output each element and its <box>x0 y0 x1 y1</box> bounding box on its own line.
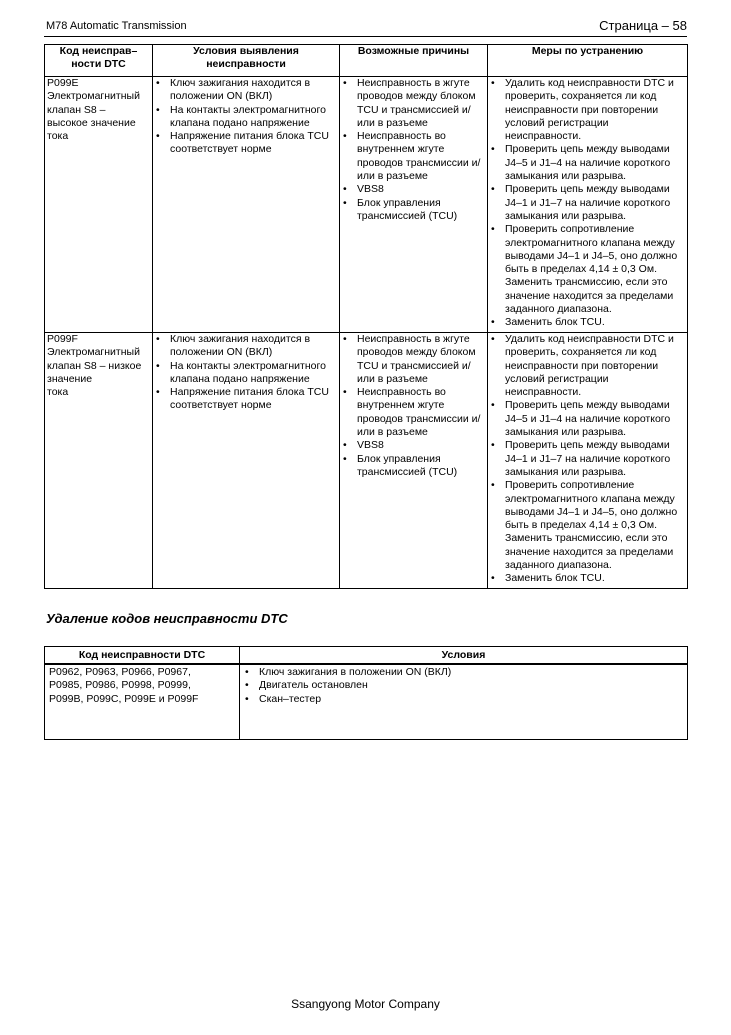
list-item: • Ключ зажигания в положении ON (ВКЛ) <box>244 666 683 679</box>
causes-cell <box>340 77 488 333</box>
clear-dtc-table <box>44 646 688 740</box>
dtc-description-line: тока <box>47 130 69 143</box>
causes-cell <box>340 333 488 589</box>
list-item: • Неисправность в жгуте проводов между блоком TCU и трансмиссией и/ или в разъеме <box>342 333 485 386</box>
conditions-cell <box>153 333 340 589</box>
list-item: • Скан–тестер <box>244 693 683 706</box>
list-item: • Блок управления трансмиссией (TCU) <box>342 197 485 224</box>
list-item: • VBS8 <box>342 439 485 452</box>
dtc-description-line: Электромагнитный <box>47 90 140 103</box>
list-item: • Удалить код неисправности DTC и проверить, сохраняется ли код неисправности при повторении условий регистрации неисправности. <box>490 333 685 399</box>
dtc-table-header <box>45 45 688 77</box>
footer-company: Ssangyong Motor Company <box>291 997 440 1011</box>
document-title: M78 Automatic Transmission <box>46 20 187 32</box>
code-cell <box>45 77 153 333</box>
list-item: • Напряжение питания блока TCU соответствует норме <box>155 130 337 157</box>
clear-dtc-table-header <box>45 647 688 665</box>
list-item: • Проверить сопротивление электромагнитного клапана между выводами J4–1 и J4–5, оно должно быть в пределах 4,14 ± 0,3 Ом. Заменить трансмиссию, если это значение находится за пределами заданного диапазона. <box>490 479 685 572</box>
page-number: Страница – 58 <box>599 18 687 33</box>
dtc-code: P099F <box>47 333 78 345</box>
list-item: • Неисправность во внутреннем жгуте проводов трансмиссии и/или в разъеме <box>342 130 485 183</box>
column-header-conditions: Условия выявления неисправности <box>153 45 340 77</box>
code-list-line: P0985, P0986, P0998, P0999, <box>49 679 191 692</box>
table-row <box>45 664 688 740</box>
list-item: • Заменить блок TCU. <box>490 316 685 329</box>
list-item: • На контакты электромагнитного клапана подано напряжение <box>155 360 337 387</box>
column-header-code: Код неисправности DTC <box>45 647 240 665</box>
table-row <box>45 77 688 333</box>
list-item: • Двигатель остановлен <box>244 679 683 692</box>
list-item: • Проверить цепь между выводами J4–1 и J1–7 на наличие короткого замыкания или разрыва. <box>490 439 685 479</box>
list-item: • Заменить блок TCU. <box>490 572 685 585</box>
list-item: • Ключ зажигания находится в положении ON (ВКЛ) <box>155 77 337 104</box>
dtc-description-line: значение <box>47 372 93 385</box>
list-item: • VBS8 <box>342 183 485 196</box>
dtc-code: P099E <box>47 77 79 89</box>
dtc-description-line: клапан S8 – <box>47 103 106 116</box>
list-item: • На контакты электромагнитного клапана подано напряжение <box>155 104 337 131</box>
list-item: • Неисправность во внутреннем жгуте проводов трансмиссии и/или в разъеме <box>342 386 485 439</box>
dtc-description-line: высокое значение <box>47 116 136 129</box>
codes-cell <box>45 664 240 740</box>
actions-cell <box>488 333 688 589</box>
list-item: • Напряжение питания блока TCU соответствует норме <box>155 386 337 413</box>
dtc-description-line: клапан S8 – низкое <box>47 359 142 372</box>
column-header-causes: Возможные причины <box>340 45 488 77</box>
header-divider <box>44 36 687 37</box>
list-item: • Неисправность в жгуте проводов между блоком TCU и трансмиссией и/ или в разъеме <box>342 77 485 130</box>
conditions-cell <box>153 77 340 333</box>
code-list-line: P099B, P099C, P099E и P099F <box>49 692 199 705</box>
list-item: • Ключ зажигания находится в положении ON (ВКЛ) <box>155 333 337 360</box>
column-header-actions: Меры по устранению <box>488 45 688 77</box>
section-title: Удаление кодов неисправности DTC <box>46 611 288 626</box>
list-item: • Проверить сопротивление электромагнитного клапана между выводами J4–1 и J4–5, оно должно быть в пределах 4,14 ± 0,3 Ом. Заменить трансмиссию, если это значение находится за пределами заданного диапазона. <box>490 223 685 316</box>
code-cell <box>45 333 153 589</box>
code-list-line: P0962, P0963, P0966, P0967, <box>49 666 191 678</box>
dtc-description-line: Электромагнитный <box>47 346 140 359</box>
list-item: • Проверить цепь между выводами J4–1 и J1–7 на наличие короткого замыкания или разрыва. <box>490 183 685 223</box>
list-item: • Блок управления трансмиссией (TCU) <box>342 453 485 480</box>
dtc-table <box>44 44 688 589</box>
actions-cell <box>488 77 688 333</box>
column-header-code: Код неисправ– ности DTC <box>45 45 153 77</box>
column-header-conditions: Условия <box>240 647 688 665</box>
dtc-description-line: тока <box>47 386 69 399</box>
list-item: • Проверить цепь между выводами J4–5 и J1–4 на наличие короткого замыкания или разрыва. <box>490 399 685 439</box>
table-row <box>45 333 688 589</box>
conditions-cell <box>240 664 688 740</box>
list-item: • Удалить код неисправности DTC и проверить, сохраняется ли код неисправности при повторении условий регистрации неисправности. <box>490 77 685 143</box>
list-item: • Проверить цепь между выводами J4–5 и J1–4 на наличие короткого замыкания или разрыва. <box>490 143 685 183</box>
